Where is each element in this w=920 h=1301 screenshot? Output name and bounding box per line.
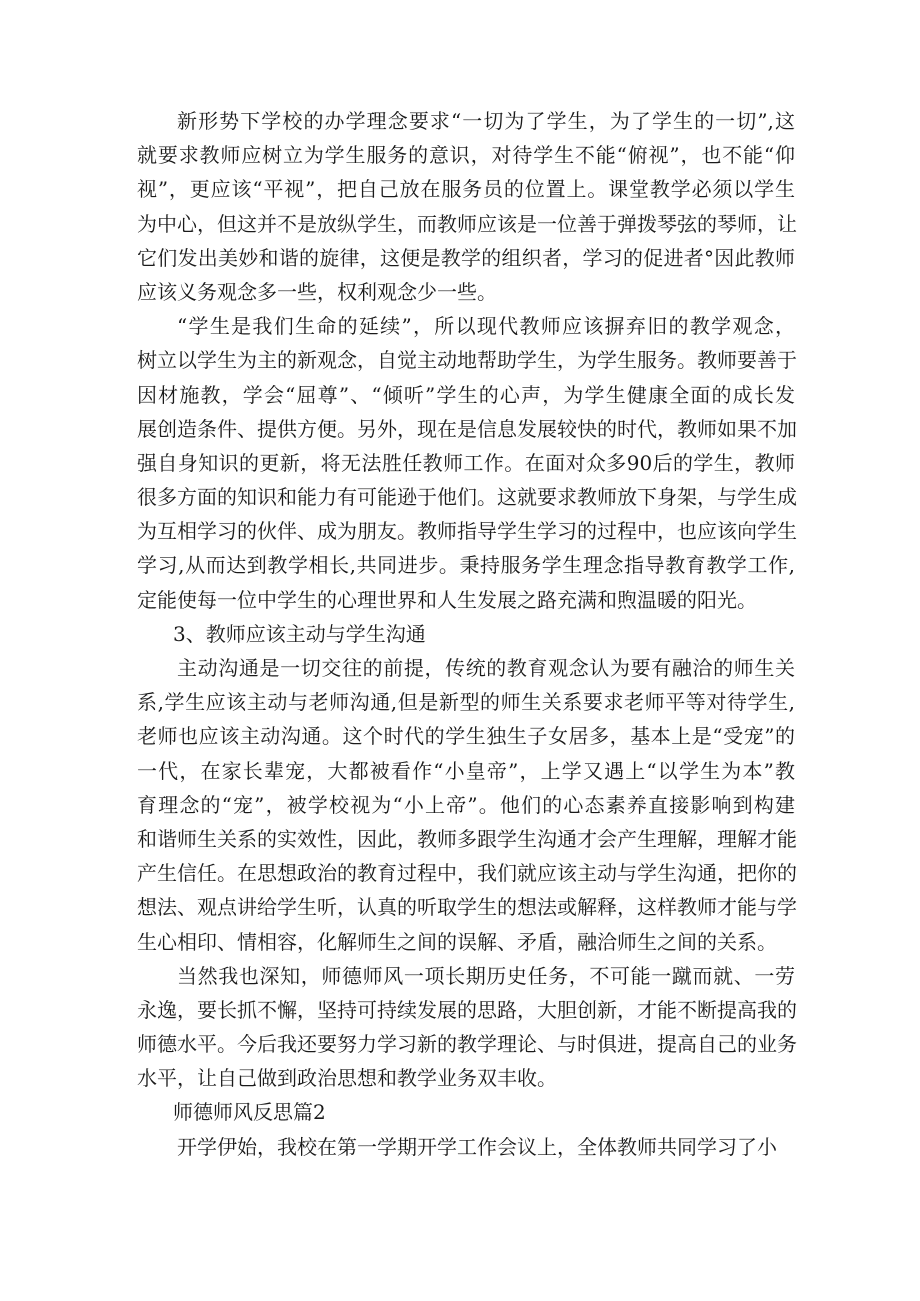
paragraph-line: 定能使每一位中学生的心理世界和人生发展之路充满和煦温暖的阳光。	[137, 587, 757, 612]
paragraph-long-term	[137, 959, 795, 1096]
paragraph-line: 水平，让自己做到政治思想和教学业务双丰收。	[137, 1066, 557, 1091]
paragraph-line: 树立以学生为主的新观念，自觉主动地帮助学生，为学生服务。教师要善于	[137, 348, 797, 373]
document-body	[137, 104, 795, 1164]
paragraph-communication	[137, 651, 795, 959]
paragraph-line: 为中心，但这并不是放纵学生，而教师应该是一位善于弹拨琴弦的琴师，让	[137, 211, 797, 236]
paragraph-line: 主动沟通是一切交往的前提，传统的教育观念认为要有融洽的师生关	[177, 656, 795, 680]
heading-communication	[137, 617, 795, 651]
paragraph-line: 它们发出美妙和谐的旋律，这便是教学的组织者，学习的促进者°因此教师	[137, 245, 795, 270]
paragraph-student-extension	[137, 309, 795, 617]
paragraph-line: 就要求教师应树立为学生服务的意识，对待学生不能“俯视”，也不能“仰	[137, 143, 795, 168]
paragraph-line: 很多方面的知识和能力有可能逊于他们。这就要求教师放下身架，与学生成	[137, 485, 797, 510]
paragraph-line: 视”，更应该“平视”，把自己放在服务员的位置上。课堂教学必须以学生	[137, 177, 795, 202]
paragraph-line: 和谐师生关系的实效性，因此，教师多跟学生沟通才会产生理解，理解才能	[137, 826, 797, 851]
paragraph-line: 强自身知识的更新，将无法胜任教师工作。在面对众多90后的学生，教师	[137, 450, 795, 475]
paragraph-line: 为互相学习的伙伴、成为朋友。教师指导学生学习的过程中，也应该向学生	[137, 519, 797, 544]
paragraph-line: “学生是我们生命的延续”，所以现代教师应该摒弃旧的教学观念，	[177, 314, 795, 339]
paragraph-line: 老师也应该主动沟通。这个时代的学生独生子女居多，基本上是“受宠”的	[137, 724, 795, 749]
paragraph-line: 系,学生应该主动与老师沟通,但是新型的师生关系要求老师平等对待学生,	[137, 690, 795, 715]
paragraph-line: 新形势下学校的办学理念要求“一切为了学生，为了学生的一切”,这	[177, 109, 795, 133]
paragraph-line: 一代，在家长辈宠，大都被看作“小皇帝”，上学又遇上“以学生为本”教	[137, 758, 795, 783]
paragraph-line: 永逸，要长抓不懈，坚持可持续发展的思路，大胆创新，才能不断提高我的	[137, 997, 797, 1022]
heading-text: 师德师风反思篇2	[173, 1100, 326, 1125]
paragraph-line: 因材施教，学会“屈尊”、“倾听”学生的心声，为学生健康全面的成长发	[137, 382, 795, 407]
paragraph-line: 师德水平。今后我还要努力学习新的教学理论、与时俱进，提高自己的业务	[137, 1032, 797, 1057]
paragraph-line: 当然我也深知，师德师风一项长期历史任务，不可能一蹴而就、一劳	[177, 963, 795, 988]
paragraph-semester-start	[137, 1130, 795, 1164]
paragraph-line: 应该义务观念多一些，权利观念少一些。	[137, 279, 497, 304]
paragraph-line: 育理念的“宠”，被学校视为“小上帝”。他们的心态素养直接影响到构建	[137, 792, 795, 817]
paragraph-line: 展创造条件、提供方便。另外，现在是信息发展较快的时代，教师如果不加	[137, 416, 797, 441]
heading-reflection-2	[137, 1095, 795, 1129]
paragraph-line: 产生信任。在思想政治的教育过程中，我们就应该主动与学生沟通，把你的	[137, 861, 797, 886]
paragraph-line: 想法、观点讲给学生听，认真的听取学生的想法或解释，这样教师才能与学	[137, 895, 797, 920]
heading-text: 3、教师应该主动与学生沟通	[173, 621, 426, 646]
paragraph-line: 学习,从而达到教学相长,共同进步。秉持服务学生理念指导教育教学工作,	[137, 553, 795, 578]
paragraph-service-concept	[137, 104, 795, 309]
paragraph-line: 生心相印、情相容，化解师生之间的误解、矛盾，融洽师生之间的关系。	[137, 929, 777, 954]
paragraph-line: 开学伊始，我校在第一学期开学工作会议上，全体教师共同学习了小	[177, 1134, 777, 1159]
